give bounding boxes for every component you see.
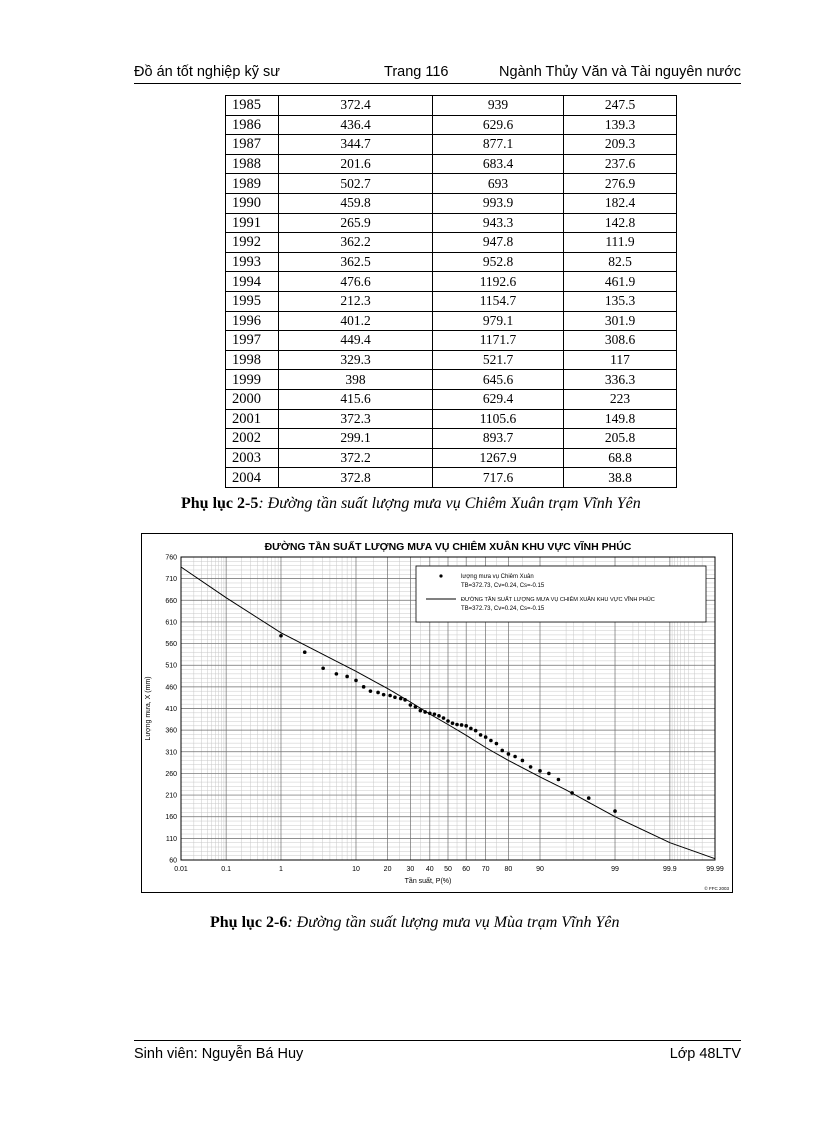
table-row [226, 291, 677, 311]
caption-text: : Đường tần suất lượng mưa vụ Mùa trạm Vĩnh Yên [287, 914, 620, 931]
year-cell: 1991 [226, 213, 279, 233]
value-cell-2: 939 [433, 96, 564, 116]
table-row [226, 193, 677, 213]
table-row [226, 311, 677, 331]
legend-line-label: ĐƯỜNG TẦN SUẤT LƯỢNG MƯA VỤ CHIÊM XUÂN KHU VỰC VĨNH PHÚC [461, 597, 655, 603]
year-cell: 2003 [226, 448, 279, 468]
year-cell: 1997 [226, 331, 279, 351]
empirical-point [362, 685, 366, 689]
value-cell-3: 308.6 [564, 331, 677, 351]
frequency-chart [141, 533, 733, 893]
x-tick-label: 10 [352, 866, 360, 873]
empirical-point [369, 689, 373, 693]
year-cell: 2000 [226, 389, 279, 409]
table-row [226, 135, 677, 155]
value-cell-1: 372.8 [279, 468, 433, 488]
value-cell-2: 629.6 [433, 115, 564, 135]
value-cell-2: 1105.6 [433, 409, 564, 429]
legend-points-label: lượng mưa vụ Chiêm Xuân [461, 574, 534, 580]
year-cell: 1994 [226, 272, 279, 292]
value-cell-1: 362.5 [279, 252, 433, 272]
caption-appendix-2-6 [210, 914, 619, 932]
empirical-point [303, 650, 307, 654]
value-cell-1: 201.6 [279, 154, 433, 174]
value-cell-3: 276.9 [564, 174, 677, 194]
empirical-point [507, 752, 511, 756]
y-tick-label: 460 [165, 684, 177, 692]
value-cell-2: 979.1 [433, 311, 564, 331]
y-tick-label: 60 [169, 857, 177, 865]
table-row [226, 154, 677, 174]
header-document-title: Đồ án tốt nghiệp kỹ sư [134, 64, 280, 80]
empirical-point [587, 796, 591, 800]
legend-line-params: TB=372.73, Cv=0.24, Cs=-0.15 [461, 606, 545, 612]
empirical-point [489, 739, 493, 743]
value-cell-3: 139.3 [564, 115, 677, 135]
empirical-point [513, 755, 517, 759]
chart-title: ĐƯỜNG TẦN SUẤT LƯỢNG MƯA VỤ CHIÊM XUÂN KHU VỰC VĨNH PHÚC [264, 541, 632, 553]
x-tick-label: 99.9 [663, 866, 677, 873]
year-cell: 1993 [226, 252, 279, 272]
empirical-point [423, 710, 427, 714]
year-cell: 1992 [226, 233, 279, 253]
y-tick-label: 260 [165, 770, 177, 778]
table-row [226, 96, 677, 116]
year-cell: 1998 [226, 350, 279, 370]
value-cell-3: 68.8 [564, 448, 677, 468]
empirical-point [419, 709, 423, 713]
y-tick-label: 310 [165, 749, 177, 757]
value-cell-2: 683.4 [433, 154, 564, 174]
x-tick-label: 80 [504, 866, 513, 873]
empirical-point [613, 809, 617, 813]
value-cell-2: 1267.9 [433, 448, 564, 468]
empirical-point [464, 724, 468, 728]
empirical-point [279, 634, 283, 638]
value-cell-3: 182.4 [564, 193, 677, 213]
empirical-point [388, 694, 392, 698]
year-cell: 2004 [226, 468, 279, 488]
value-cell-3: 247.5 [564, 96, 677, 116]
x-tick-label: 99.99 [706, 866, 724, 873]
empirical-point [403, 698, 407, 702]
year-cell: 2001 [226, 409, 279, 429]
table-row [226, 409, 677, 429]
value-cell-1: 415.6 [279, 389, 433, 409]
table-row [226, 272, 677, 292]
year-cell: 1995 [226, 291, 279, 311]
value-cell-1: 502.7 [279, 174, 433, 194]
y-tick-label: 760 [165, 554, 177, 562]
empirical-point [409, 703, 413, 707]
year-cell: 1985 [226, 96, 279, 116]
x-tick-label: 20 [383, 866, 392, 873]
value-cell-3: 223 [564, 389, 677, 409]
y-axis-label: Lượng mưa, X (mm) [145, 676, 152, 741]
empirical-point [321, 666, 325, 670]
empirical-point [500, 749, 504, 753]
value-cell-2: 947.8 [433, 233, 564, 253]
value-cell-2: 893.7 [433, 429, 564, 449]
footer-student: Sinh viên: Nguyễn Bá Huy [134, 1046, 304, 1062]
caption-label: Phụ lục 2-5 [181, 495, 259, 512]
caption-label: Phụ lục 2-6 [210, 914, 288, 931]
y-tick-label: 410 [165, 706, 177, 713]
legend-points-params: TB=372.73, Cv=0.24, Cs=-0.15 [461, 583, 545, 589]
year-cell: 1987 [226, 135, 279, 155]
value-cell-2: 1192.6 [433, 272, 564, 292]
value-cell-2: 717.6 [433, 468, 564, 488]
empirical-point [442, 716, 446, 720]
value-cell-2: 693 [433, 174, 564, 194]
y-tick-label: 610 [165, 619, 177, 627]
x-tick-label: 70 [481, 866, 490, 873]
year-cell: 2002 [226, 429, 279, 449]
value-cell-3: 82.5 [564, 252, 677, 272]
value-cell-1: 372.2 [279, 448, 433, 468]
empirical-point [557, 778, 561, 782]
header-page-number: Trang 116 [384, 64, 449, 80]
x-tick-label: 60 [462, 866, 471, 873]
y-tick-label: 360 [165, 727, 177, 735]
y-tick-label: 560 [165, 641, 177, 649]
value-cell-1: 362.2 [279, 233, 433, 253]
value-cell-3: 142.8 [564, 213, 677, 233]
empirical-point [538, 769, 542, 773]
value-cell-3: 209.3 [564, 135, 677, 155]
value-cell-3: 461.9 [564, 272, 677, 292]
empirical-point [437, 714, 441, 718]
empirical-point [354, 679, 358, 683]
empirical-point [451, 721, 455, 725]
y-tick-label: 660 [165, 597, 177, 605]
empirical-point [345, 675, 349, 679]
value-cell-2: 645.6 [433, 370, 564, 390]
year-cell: 1988 [226, 154, 279, 174]
value-cell-3: 111.9 [564, 233, 677, 253]
value-cell-2: 1171.7 [433, 331, 564, 351]
table-row [226, 252, 677, 272]
value-cell-1: 212.3 [279, 291, 433, 311]
empirical-point [529, 765, 533, 769]
value-cell-2: 993.9 [433, 193, 564, 213]
value-cell-2: 629.4 [433, 389, 564, 409]
empirical-point [495, 742, 499, 746]
value-cell-1: 344.7 [279, 135, 433, 155]
empirical-point [455, 723, 459, 727]
y-tick-label: 510 [165, 662, 177, 670]
empirical-point [399, 697, 403, 701]
page-footer [134, 1040, 741, 1062]
value-cell-3: 38.8 [564, 468, 677, 488]
value-cell-3: 205.8 [564, 429, 677, 449]
value-cell-1: 436.4 [279, 115, 433, 135]
x-tick-label: 50 [444, 866, 452, 873]
table-row [226, 213, 677, 233]
year-cell: 1990 [226, 193, 279, 213]
value-cell-3: 135.3 [564, 291, 677, 311]
rainfall-table [225, 95, 677, 488]
value-cell-2: 1154.7 [433, 291, 564, 311]
empirical-point [469, 727, 473, 731]
empirical-point [547, 772, 551, 776]
value-cell-2: 952.8 [433, 252, 564, 272]
empirical-point [479, 733, 483, 737]
value-cell-3: 117 [564, 350, 677, 370]
x-tick-label: 1 [279, 866, 283, 873]
footer-class: Lớp 48LTV [669, 1046, 741, 1062]
copyright-label: © FFC 2003 [704, 886, 729, 891]
table-row [226, 468, 677, 488]
table-row [226, 350, 677, 370]
value-cell-1: 476.6 [279, 272, 433, 292]
empirical-point [460, 723, 464, 727]
table-row [226, 174, 677, 194]
table-row [226, 389, 677, 409]
y-tick-label: 110 [165, 835, 177, 843]
value-cell-1: 372.3 [279, 409, 433, 429]
table-row [226, 429, 677, 449]
table-row [226, 233, 677, 253]
empirical-point [393, 695, 397, 699]
empirical-point [521, 759, 525, 763]
caption-text: : Đường tần suất lượng mưa vụ Chiêm Xuân trạm Vĩnh Yên [258, 495, 641, 512]
value-cell-3: 301.9 [564, 311, 677, 331]
value-cell-3: 336.3 [564, 370, 677, 390]
legend-box [416, 566, 706, 622]
value-cell-2: 877.1 [433, 135, 564, 155]
empirical-point [474, 729, 478, 733]
empirical-point [428, 711, 432, 715]
year-cell: 1986 [226, 115, 279, 135]
value-cell-1: 401.2 [279, 311, 433, 331]
page-header [134, 63, 741, 84]
header-department: Ngành Thủy Văn và Tài nguyên nước [499, 64, 741, 80]
value-cell-3: 149.8 [564, 409, 677, 429]
value-cell-1: 449.4 [279, 331, 433, 351]
y-tick-label: 710 [165, 576, 177, 584]
x-tick-label: 30 [406, 866, 415, 873]
value-cell-2: 943.3 [433, 213, 564, 233]
empirical-point [335, 672, 339, 676]
empirical-point [570, 791, 574, 795]
table-row [226, 448, 677, 468]
empirical-point [484, 735, 488, 739]
empirical-point [414, 705, 418, 709]
value-cell-1: 372.4 [279, 96, 433, 116]
x-tick-label: 90 [536, 866, 544, 873]
x-tick-label: 99 [611, 866, 619, 873]
empirical-point [382, 693, 386, 697]
year-cell: 1996 [226, 311, 279, 331]
y-tick-label: 160 [165, 814, 177, 822]
table-row [226, 370, 677, 390]
value-cell-1: 398 [279, 370, 433, 390]
value-cell-1: 265.9 [279, 213, 433, 233]
x-tick-label: 0.01 [174, 866, 188, 873]
x-tick-label: 0.1 [221, 866, 232, 873]
value-cell-3: 237.6 [564, 154, 677, 174]
year-cell: 1989 [226, 174, 279, 194]
x-tick-label: 40 [425, 866, 434, 873]
empirical-point [376, 691, 380, 695]
caption-appendix-2-5 [181, 495, 641, 513]
x-axis-label: Tần suất, P(%) [404, 878, 452, 885]
empirical-point [446, 719, 450, 723]
year-cell: 1999 [226, 370, 279, 390]
table-row [226, 331, 677, 351]
y-tick-label: 210 [165, 792, 177, 800]
value-cell-1: 299.1 [279, 429, 433, 449]
value-cell-1: 459.8 [279, 193, 433, 213]
table-row [226, 115, 677, 135]
value-cell-1: 329.3 [279, 350, 433, 370]
legend-point-marker [439, 574, 442, 577]
empirical-point [433, 712, 437, 716]
value-cell-2: 521.7 [433, 350, 564, 370]
